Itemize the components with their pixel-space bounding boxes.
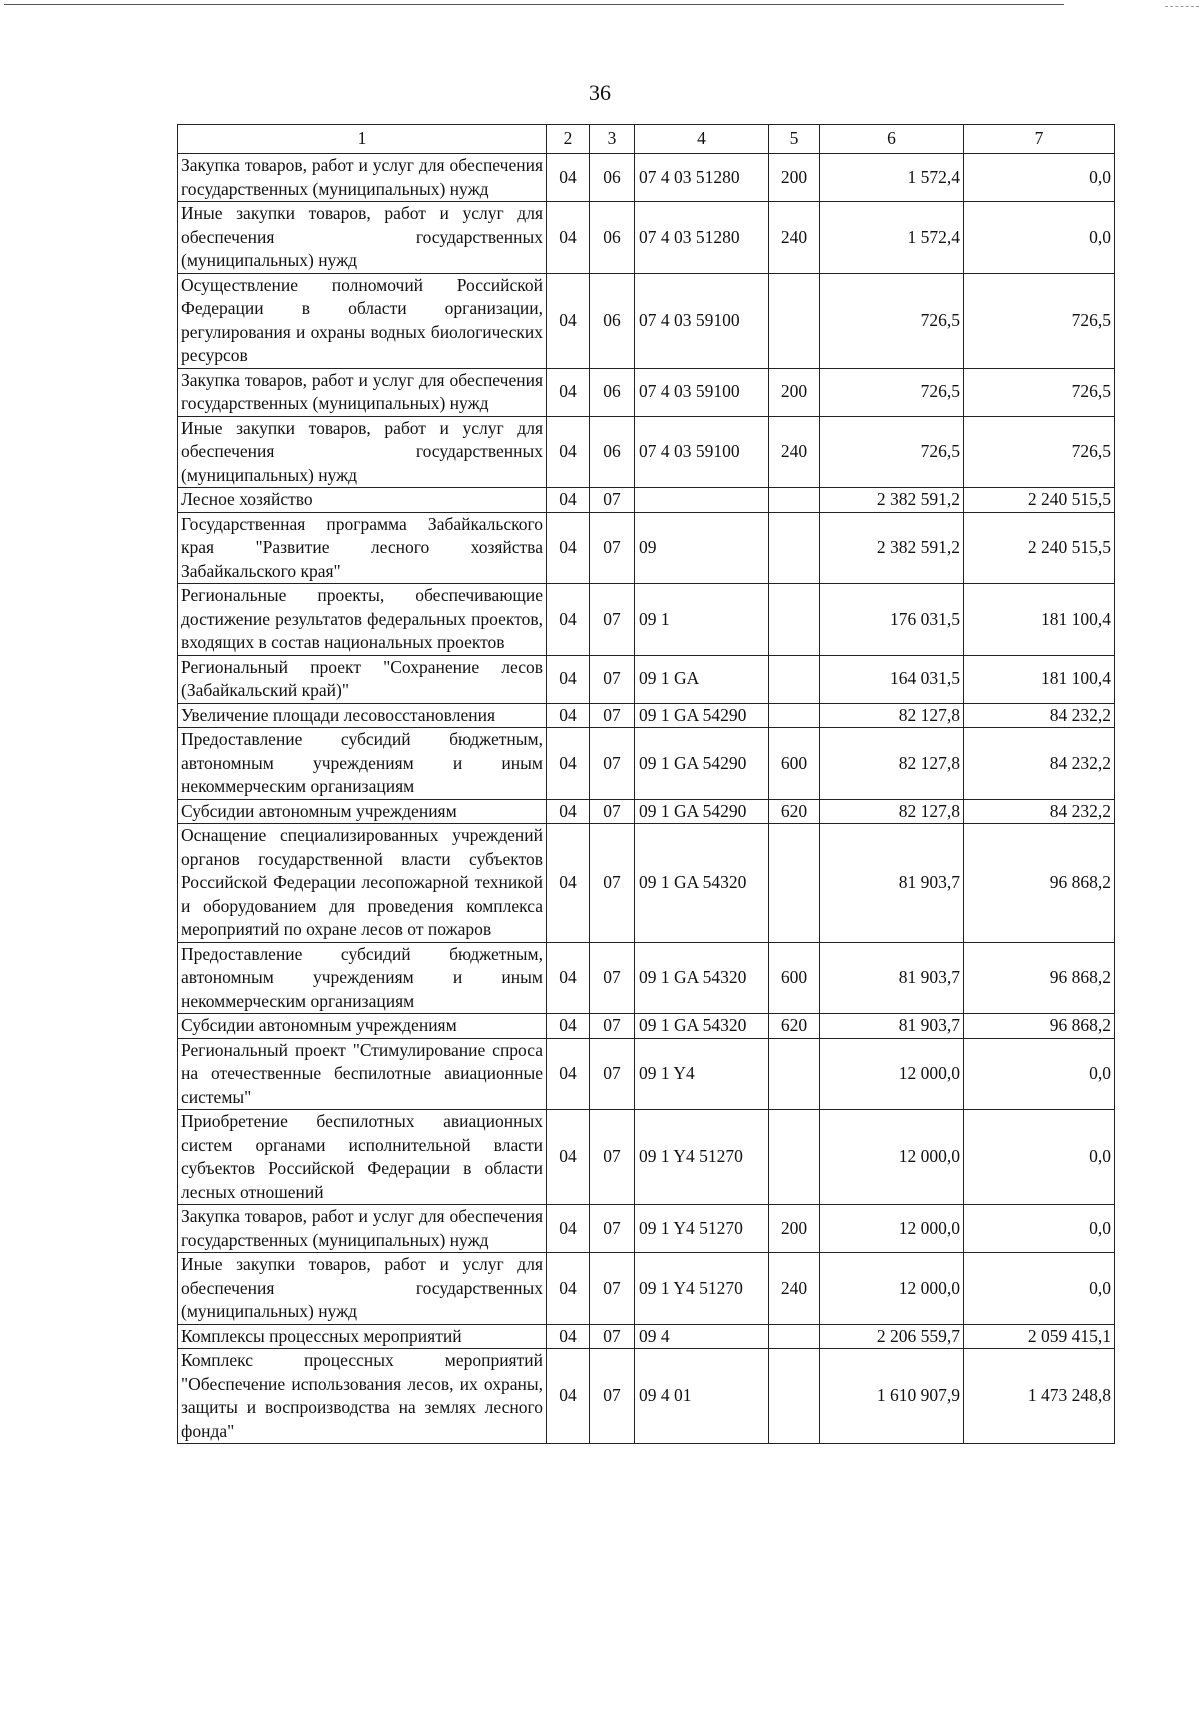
expense-type-code-cell: 620 bbox=[769, 1014, 820, 1039]
table-row bbox=[178, 655, 1115, 703]
subsection-code-cell: 07 bbox=[590, 703, 635, 728]
amount-year-1-cell: 12 000,0 bbox=[820, 1110, 964, 1205]
table-row bbox=[178, 488, 1115, 513]
subsection-code-cell: 07 bbox=[590, 488, 635, 513]
section-code-cell: 04 bbox=[547, 728, 590, 800]
row-name-cell: Приобретение беспилотных авиационных систем органами исполнительной власти субъектов Российской Федерации в области лесных отношений bbox=[178, 1110, 547, 1205]
subsection-code-cell: 06 bbox=[590, 416, 635, 488]
amount-year-2-cell: 1 473 248,8 bbox=[964, 1349, 1115, 1444]
header-cell-1: 1 bbox=[178, 125, 547, 154]
subsection-code-cell: 07 bbox=[590, 728, 635, 800]
target-article-code-cell: 09 1 Y4 bbox=[635, 1038, 769, 1110]
amount-year-2-cell: 84 232,2 bbox=[964, 703, 1115, 728]
scan-top-dash bbox=[1165, 6, 1199, 7]
expense-type-code-cell: 600 bbox=[769, 728, 820, 800]
row-name-cell: Осуществление полномочий Российской Федерации в области организации, регулирования и охраны водных биологических ресурсов bbox=[178, 273, 547, 368]
subsection-code-cell: 07 bbox=[590, 1038, 635, 1110]
header-cell-5: 5 bbox=[769, 125, 820, 154]
section-code-cell: 04 bbox=[547, 1349, 590, 1444]
expense-type-code-cell: 600 bbox=[769, 942, 820, 1014]
table-row bbox=[178, 512, 1115, 584]
row-name-cell: Предоставление субсидий бюджетным, автономным учреждениям и иным некоммерческим организациям bbox=[178, 942, 547, 1014]
subsection-code-cell: 06 bbox=[590, 273, 635, 368]
subsection-code-cell: 07 bbox=[590, 1205, 635, 1253]
row-name-cell: Региональный проект "Сохранение лесов (Забайкальский край)" bbox=[178, 655, 547, 703]
section-code-cell: 04 bbox=[547, 1014, 590, 1039]
row-name-cell: Субсидии автономным учреждениям bbox=[178, 1014, 547, 1039]
target-article-code-cell: 07 4 03 59100 bbox=[635, 368, 769, 416]
amount-year-1-cell: 726,5 bbox=[820, 273, 964, 368]
amount-year-2-cell: 0,0 bbox=[964, 1038, 1115, 1110]
section-code-cell: 04 bbox=[547, 655, 590, 703]
row-name-cell: Иные закупки товаров, работ и услуг для обеспечения государственных (муниципальных) нужд bbox=[178, 1253, 547, 1325]
amount-year-2-cell: 2 240 515,5 bbox=[964, 488, 1115, 513]
table-row bbox=[178, 1110, 1115, 1205]
amount-year-1-cell: 2 382 591,2 bbox=[820, 512, 964, 584]
table-row bbox=[178, 1014, 1115, 1039]
row-name-cell: Предоставление субсидий бюджетным, автономным учреждениям и иным некоммерческим организациям bbox=[178, 728, 547, 800]
row-name-cell: Государственная программа Забайкальского края "Развитие лесного хозяйства Забайкальского края" bbox=[178, 512, 547, 584]
expense-type-code-cell bbox=[769, 512, 820, 584]
amount-year-1-cell: 726,5 bbox=[820, 368, 964, 416]
table-row bbox=[178, 703, 1115, 728]
subsection-code-cell: 07 bbox=[590, 799, 635, 824]
header-cell-4: 4 bbox=[635, 125, 769, 154]
section-code-cell: 04 bbox=[547, 512, 590, 584]
table-row bbox=[178, 728, 1115, 800]
amount-year-1-cell: 2 382 591,2 bbox=[820, 488, 964, 513]
subsection-code-cell: 07 bbox=[590, 1014, 635, 1039]
target-article-code-cell bbox=[635, 488, 769, 513]
amount-year-2-cell: 726,5 bbox=[964, 368, 1115, 416]
table-row bbox=[178, 942, 1115, 1014]
expense-type-code-cell bbox=[769, 1324, 820, 1349]
amount-year-2-cell: 0,0 bbox=[964, 154, 1115, 202]
row-name-cell: Оснащение специализированных учреждений органов государственной власти субъектов Российской Федерации лесопожарной техникой и оборудованием для проведения комплекса мероприятий по охране лесов от пожаров bbox=[178, 824, 547, 943]
amount-year-1-cell: 12 000,0 bbox=[820, 1205, 964, 1253]
table-row bbox=[178, 1038, 1115, 1110]
table-row bbox=[178, 824, 1115, 943]
section-code-cell: 04 bbox=[547, 488, 590, 513]
amount-year-1-cell: 1 572,4 bbox=[820, 202, 964, 274]
amount-year-1-cell: 81 903,7 bbox=[820, 942, 964, 1014]
table-row bbox=[178, 799, 1115, 824]
target-article-code-cell: 07 4 03 59100 bbox=[635, 273, 769, 368]
target-article-code-cell: 09 4 01 bbox=[635, 1349, 769, 1444]
section-code-cell: 04 bbox=[547, 1110, 590, 1205]
amount-year-1-cell: 12 000,0 bbox=[820, 1253, 964, 1325]
amount-year-2-cell: 2 240 515,5 bbox=[964, 512, 1115, 584]
expense-type-code-cell bbox=[769, 1349, 820, 1444]
amount-year-2-cell: 96 868,2 bbox=[964, 942, 1115, 1014]
row-name-cell: Комплекс процессных мероприятий "Обеспечение использования лесов, их охраны, защиты и воспроизводства на землях лесного фонда" bbox=[178, 1349, 547, 1444]
section-code-cell: 04 bbox=[547, 1038, 590, 1110]
expense-type-code-cell bbox=[769, 1110, 820, 1205]
section-code-cell: 04 bbox=[547, 1205, 590, 1253]
target-article-code-cell: 09 1 GA 54320 bbox=[635, 824, 769, 943]
row-name-cell: Региональный проект "Стимулирование спроса на отечественные беспилотные авиационные системы" bbox=[178, 1038, 547, 1110]
subsection-code-cell: 07 bbox=[590, 1349, 635, 1444]
header-cell-7: 7 bbox=[964, 125, 1115, 154]
target-article-code-cell: 09 1 Y4 51270 bbox=[635, 1110, 769, 1205]
target-article-code-cell: 09 1 GA 54320 bbox=[635, 1014, 769, 1039]
amount-year-2-cell: 181 100,4 bbox=[964, 584, 1115, 656]
target-article-code-cell: 07 4 03 59100 bbox=[635, 416, 769, 488]
expense-type-code-cell: 200 bbox=[769, 1205, 820, 1253]
amount-year-2-cell: 726,5 bbox=[964, 273, 1115, 368]
section-code-cell: 04 bbox=[547, 154, 590, 202]
amount-year-1-cell: 81 903,7 bbox=[820, 1014, 964, 1039]
subsection-code-cell: 07 bbox=[590, 512, 635, 584]
table-row bbox=[178, 273, 1115, 368]
table-header-row bbox=[178, 125, 1115, 154]
subsection-code-cell: 07 bbox=[590, 942, 635, 1014]
section-code-cell: 04 bbox=[547, 824, 590, 943]
subsection-code-cell: 07 bbox=[590, 1324, 635, 1349]
amount-year-1-cell: 1 572,4 bbox=[820, 154, 964, 202]
expense-type-code-cell bbox=[769, 824, 820, 943]
section-code-cell: 04 bbox=[547, 273, 590, 368]
row-name-cell: Закупка товаров, работ и услуг для обеспечения государственных (муниципальных) нужд bbox=[178, 368, 547, 416]
row-name-cell: Региональные проекты, обеспечивающие достижение результатов федеральных проектов, входящих в состав национальных проектов bbox=[178, 584, 547, 656]
amount-year-2-cell: 0,0 bbox=[964, 1205, 1115, 1253]
table-row bbox=[178, 202, 1115, 274]
row-name-cell: Иные закупки товаров, работ и услуг для обеспечения государственных (муниципальных) нужд bbox=[178, 202, 547, 274]
header-cell-2: 2 bbox=[547, 125, 590, 154]
subsection-code-cell: 06 bbox=[590, 202, 635, 274]
table-row bbox=[178, 154, 1115, 202]
amount-year-1-cell: 82 127,8 bbox=[820, 799, 964, 824]
table-row bbox=[178, 416, 1115, 488]
section-code-cell: 04 bbox=[547, 416, 590, 488]
expense-type-code-cell: 240 bbox=[769, 202, 820, 274]
amount-year-2-cell: 96 868,2 bbox=[964, 824, 1115, 943]
amount-year-1-cell: 726,5 bbox=[820, 416, 964, 488]
row-name-cell: Комплексы процессных мероприятий bbox=[178, 1324, 547, 1349]
target-article-code-cell: 09 1 bbox=[635, 584, 769, 656]
target-article-code-cell: 09 1 GA bbox=[635, 655, 769, 703]
expense-type-code-cell bbox=[769, 488, 820, 513]
target-article-code-cell: 07 4 03 51280 bbox=[635, 154, 769, 202]
target-article-code-cell: 07 4 03 51280 bbox=[635, 202, 769, 274]
expense-type-code-cell bbox=[769, 655, 820, 703]
expense-type-code-cell: 620 bbox=[769, 799, 820, 824]
expense-type-code-cell: 240 bbox=[769, 1253, 820, 1325]
subsection-code-cell: 07 bbox=[590, 824, 635, 943]
amount-year-1-cell: 2 206 559,7 bbox=[820, 1324, 964, 1349]
table-row bbox=[178, 584, 1115, 656]
subsection-code-cell: 07 bbox=[590, 1253, 635, 1325]
amount-year-2-cell: 96 868,2 bbox=[964, 1014, 1115, 1039]
amount-year-2-cell: 181 100,4 bbox=[964, 655, 1115, 703]
amount-year-1-cell: 164 031,5 bbox=[820, 655, 964, 703]
amount-year-2-cell: 84 232,2 bbox=[964, 728, 1115, 800]
amount-year-1-cell: 81 903,7 bbox=[820, 824, 964, 943]
section-code-cell: 04 bbox=[547, 1253, 590, 1325]
amount-year-1-cell: 1 610 907,9 bbox=[820, 1349, 964, 1444]
amount-year-2-cell: 0,0 bbox=[964, 1110, 1115, 1205]
target-article-code-cell: 09 1 GA 54290 bbox=[635, 728, 769, 800]
budget-table bbox=[177, 124, 1115, 1444]
subsection-code-cell: 06 bbox=[590, 368, 635, 416]
section-code-cell: 04 bbox=[547, 584, 590, 656]
expense-type-code-cell bbox=[769, 273, 820, 368]
amount-year-2-cell: 2 059 415,1 bbox=[964, 1324, 1115, 1349]
row-name-cell: Иные закупки товаров, работ и услуг для обеспечения государственных (муниципальных) нужд bbox=[178, 416, 547, 488]
section-code-cell: 04 bbox=[547, 799, 590, 824]
row-name-cell: Увеличение площади лесовосстановления bbox=[178, 703, 547, 728]
target-article-code-cell: 09 4 bbox=[635, 1324, 769, 1349]
target-article-code-cell: 09 1 GA 54290 bbox=[635, 799, 769, 824]
section-code-cell: 04 bbox=[547, 703, 590, 728]
expense-type-code-cell bbox=[769, 703, 820, 728]
expense-type-code-cell bbox=[769, 584, 820, 656]
target-article-code-cell: 09 bbox=[635, 512, 769, 584]
subsection-code-cell: 06 bbox=[590, 154, 635, 202]
expense-type-code-cell: 200 bbox=[769, 154, 820, 202]
amount-year-2-cell: 726,5 bbox=[964, 416, 1115, 488]
page-number: 36 bbox=[589, 80, 611, 105]
section-code-cell: 04 bbox=[547, 368, 590, 416]
target-article-code-cell: 09 1 Y4 51270 bbox=[635, 1205, 769, 1253]
scan-top-border bbox=[4, 4, 1064, 5]
amount-year-1-cell: 176 031,5 bbox=[820, 584, 964, 656]
header-cell-3: 3 bbox=[590, 125, 635, 154]
table-row bbox=[178, 1324, 1115, 1349]
section-code-cell: 04 bbox=[547, 202, 590, 274]
amount-year-1-cell: 82 127,8 bbox=[820, 703, 964, 728]
subsection-code-cell: 07 bbox=[590, 655, 635, 703]
target-article-code-cell: 09 1 GA 54320 bbox=[635, 942, 769, 1014]
table-row bbox=[178, 368, 1115, 416]
row-name-cell: Закупка товаров, работ и услуг для обеспечения государственных (муниципальных) нужд bbox=[178, 1205, 547, 1253]
subsection-code-cell: 07 bbox=[590, 1110, 635, 1205]
target-article-code-cell: 09 1 GA 54290 bbox=[635, 703, 769, 728]
row-name-cell: Закупка товаров, работ и услуг для обеспечения государственных (муниципальных) нужд bbox=[178, 154, 547, 202]
amount-year-2-cell: 0,0 bbox=[964, 202, 1115, 274]
amount-year-2-cell: 84 232,2 bbox=[964, 799, 1115, 824]
expense-type-code-cell: 240 bbox=[769, 416, 820, 488]
subsection-code-cell: 07 bbox=[590, 584, 635, 656]
amount-year-1-cell: 12 000,0 bbox=[820, 1038, 964, 1110]
target-article-code-cell: 09 1 Y4 51270 bbox=[635, 1253, 769, 1325]
amount-year-1-cell: 82 127,8 bbox=[820, 728, 964, 800]
table-row bbox=[178, 1205, 1115, 1253]
row-name-cell: Субсидии автономным учреждениям bbox=[178, 799, 547, 824]
header-cell-6: 6 bbox=[820, 125, 964, 154]
table-row bbox=[178, 1349, 1115, 1444]
table-row bbox=[178, 1253, 1115, 1325]
section-code-cell: 04 bbox=[547, 942, 590, 1014]
expense-type-code-cell: 200 bbox=[769, 368, 820, 416]
section-code-cell: 04 bbox=[547, 1324, 590, 1349]
expense-type-code-cell bbox=[769, 1038, 820, 1110]
amount-year-2-cell: 0,0 bbox=[964, 1253, 1115, 1325]
row-name-cell: Лесное хозяйство bbox=[178, 488, 547, 513]
